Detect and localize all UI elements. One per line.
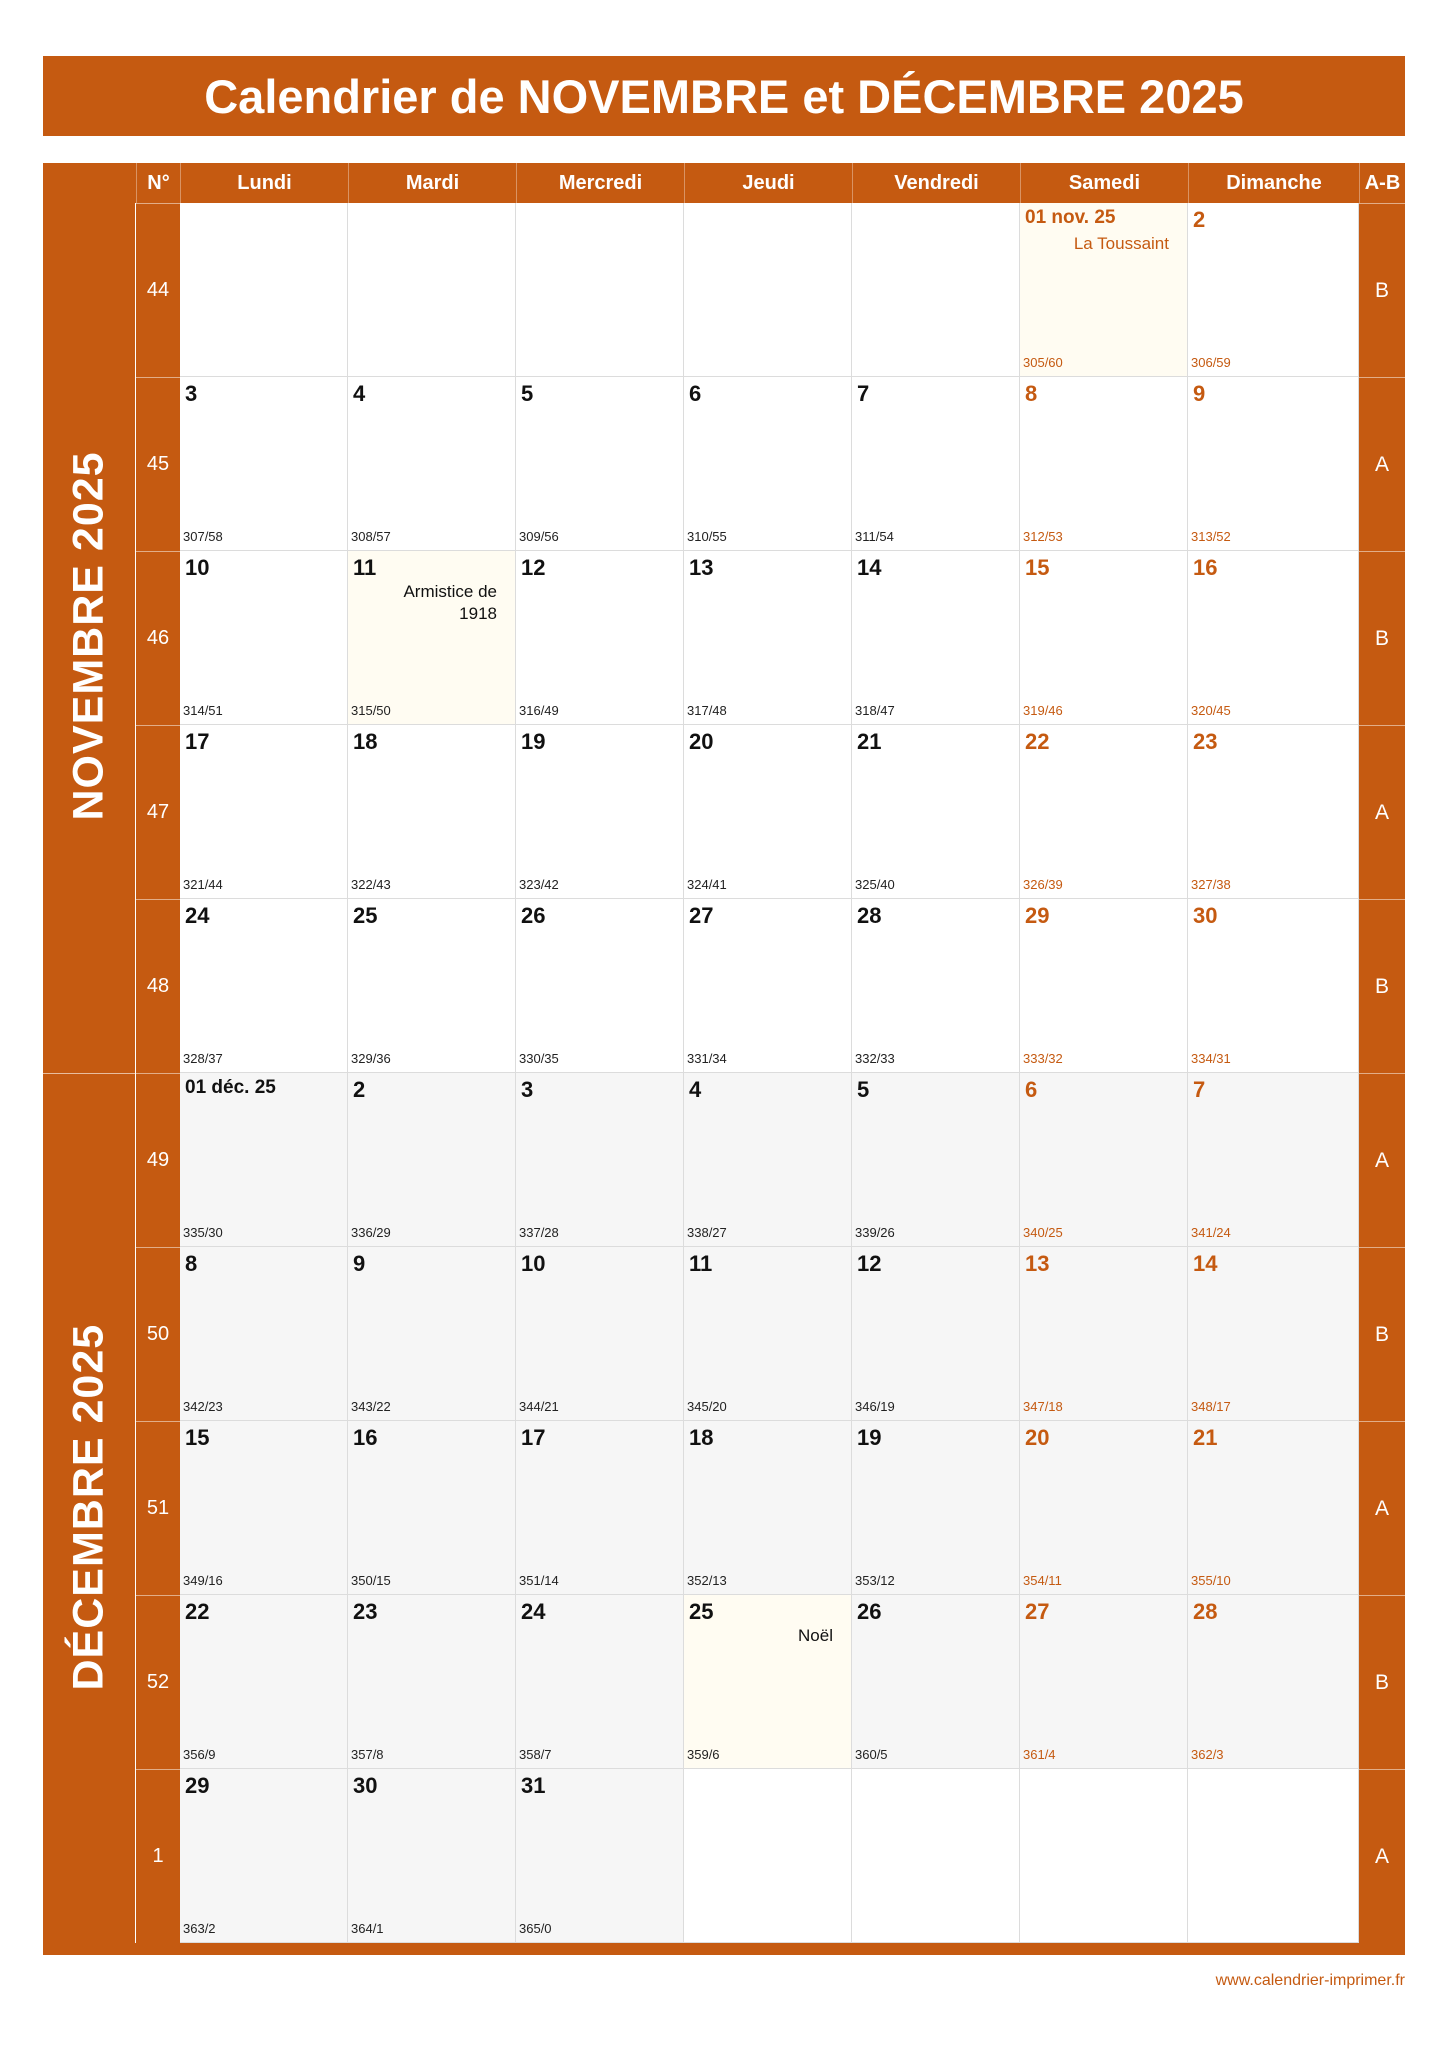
day-cell bbox=[1020, 899, 1188, 1073]
day-cell bbox=[1020, 1073, 1188, 1247]
day-cell bbox=[684, 551, 852, 725]
day-number: 10 bbox=[521, 1251, 546, 1276]
day-cell bbox=[516, 725, 684, 899]
day-of-year-count: 311/54 bbox=[855, 529, 894, 544]
day-of-year-count: 327/38 bbox=[1191, 877, 1231, 892]
day-number: 12 bbox=[857, 1251, 882, 1276]
day-number: 14 bbox=[1193, 1251, 1218, 1276]
day-cell bbox=[684, 1073, 852, 1247]
day-number: 15 bbox=[185, 1425, 210, 1450]
holiday-label: Noël bbox=[798, 1626, 833, 1645]
day-number: 13 bbox=[1025, 1251, 1050, 1276]
day-number: 25 bbox=[689, 1599, 714, 1624]
day-cell bbox=[180, 1595, 348, 1769]
day-cell bbox=[348, 1421, 516, 1595]
day-number: 21 bbox=[857, 729, 882, 754]
month-band-december bbox=[43, 1073, 135, 1943]
day-number: 23 bbox=[1193, 729, 1218, 754]
day-cell bbox=[180, 1073, 348, 1247]
day-cell bbox=[180, 1769, 348, 1943]
day-number: 4 bbox=[353, 381, 366, 406]
empty-day-cell bbox=[348, 203, 516, 377]
holiday-label: Armistice de 1918 bbox=[403, 582, 497, 623]
day-cell bbox=[516, 1421, 684, 1595]
week-number: 45 bbox=[136, 377, 180, 551]
header-week-number: N° bbox=[136, 163, 180, 203]
day-of-year-count: 319/46 bbox=[1023, 703, 1063, 718]
day-cell bbox=[516, 1073, 684, 1247]
day-of-year-count: 363/2 bbox=[183, 1921, 216, 1936]
day-cell bbox=[348, 377, 516, 551]
day-cell bbox=[1188, 1073, 1359, 1247]
day-number: 3 bbox=[521, 1077, 534, 1102]
day-number: 8 bbox=[1025, 381, 1038, 406]
day-cell bbox=[852, 1421, 1020, 1595]
day-number: 3 bbox=[185, 381, 198, 406]
day-cell bbox=[516, 1769, 684, 1943]
day-number: 28 bbox=[857, 903, 882, 928]
week-number: 48 bbox=[136, 899, 180, 1073]
week-number: 50 bbox=[136, 1247, 180, 1421]
week-number: 52 bbox=[136, 1595, 180, 1769]
day-number: 22 bbox=[1025, 729, 1050, 754]
day-cell bbox=[684, 1421, 852, 1595]
day-of-year-count: 308/57 bbox=[351, 529, 391, 544]
day-cell bbox=[852, 1595, 1020, 1769]
day-cell bbox=[348, 551, 516, 725]
day-number: 7 bbox=[1193, 1077, 1206, 1102]
day-number: 25 bbox=[353, 903, 378, 928]
day-number: 20 bbox=[689, 729, 714, 754]
day-number: 4 bbox=[689, 1077, 702, 1102]
week-ab-label: A bbox=[1359, 1073, 1405, 1247]
week-number: 46 bbox=[136, 551, 180, 725]
day-number: 01 déc. 25 bbox=[185, 1077, 276, 1098]
calendar-header bbox=[43, 163, 1405, 203]
day-number: 9 bbox=[353, 1251, 366, 1276]
week-number: 1 bbox=[136, 1769, 180, 1943]
day-of-year-count: 309/56 bbox=[519, 529, 559, 544]
day-of-year-count: 357/8 bbox=[351, 1747, 384, 1762]
day-of-year-count: 347/18 bbox=[1023, 1399, 1063, 1414]
day-number: 31 bbox=[521, 1773, 546, 1798]
day-of-year-count: 344/21 bbox=[519, 1399, 559, 1414]
week-ab-label: A bbox=[1359, 725, 1405, 899]
header-day-sunday: Dimanche bbox=[1188, 163, 1359, 203]
empty-day-cell bbox=[1188, 1769, 1359, 1943]
day-of-year-count: 348/17 bbox=[1191, 1399, 1231, 1414]
day-cell bbox=[1188, 1595, 1359, 1769]
day-cell bbox=[180, 1247, 348, 1421]
empty-day-cell bbox=[516, 203, 684, 377]
day-of-year-count: 336/29 bbox=[351, 1225, 391, 1240]
day-cell bbox=[852, 1247, 1020, 1421]
day-cell bbox=[516, 1595, 684, 1769]
day-cell bbox=[852, 377, 1020, 551]
day-of-year-count: 359/6 bbox=[687, 1747, 720, 1762]
day-number: 2 bbox=[353, 1077, 366, 1102]
header-day-thursday: Jeudi bbox=[684, 163, 852, 203]
day-number: 5 bbox=[521, 381, 534, 406]
header-day-saturday: Samedi bbox=[1020, 163, 1188, 203]
day-of-year-count: 350/15 bbox=[351, 1573, 391, 1588]
day-of-year-count: 331/34 bbox=[687, 1051, 727, 1066]
empty-day-cell bbox=[684, 203, 852, 377]
day-cell bbox=[180, 551, 348, 725]
day-cell bbox=[1188, 203, 1359, 377]
day-of-year-count: 332/33 bbox=[855, 1051, 895, 1066]
day-of-year-count: 343/22 bbox=[351, 1399, 391, 1414]
day-number: 6 bbox=[1025, 1077, 1038, 1102]
day-number: 14 bbox=[857, 555, 882, 580]
day-of-year-count: 338/27 bbox=[687, 1225, 727, 1240]
day-number: 8 bbox=[185, 1251, 198, 1276]
day-of-year-count: 351/14 bbox=[519, 1573, 559, 1588]
day-number: 13 bbox=[689, 555, 714, 580]
day-of-year-count: 364/1 bbox=[351, 1921, 384, 1936]
week-ab-label: B bbox=[1359, 203, 1405, 377]
day-of-year-count: 335/30 bbox=[183, 1225, 223, 1240]
day-cell bbox=[1020, 551, 1188, 725]
day-number: 28 bbox=[1193, 1599, 1218, 1624]
day-of-year-count: 315/50 bbox=[351, 703, 391, 718]
day-of-year-count: 341/24 bbox=[1191, 1225, 1231, 1240]
day-number: 16 bbox=[1193, 555, 1218, 580]
day-cell bbox=[516, 377, 684, 551]
day-cell bbox=[1188, 1247, 1359, 1421]
day-number: 23 bbox=[353, 1599, 378, 1624]
day-number: 01 nov. 25 bbox=[1025, 207, 1116, 228]
day-of-year-count: 337/28 bbox=[519, 1225, 559, 1240]
day-of-year-count: 365/0 bbox=[519, 1921, 552, 1936]
day-number: 6 bbox=[689, 381, 702, 406]
day-of-year-count: 333/32 bbox=[1023, 1051, 1063, 1066]
day-of-year-count: 318/47 bbox=[855, 703, 895, 718]
day-cell bbox=[684, 1247, 852, 1421]
day-of-year-count: 340/25 bbox=[1023, 1225, 1063, 1240]
header-ab: A-B bbox=[1359, 163, 1405, 203]
day-of-year-count: 326/39 bbox=[1023, 877, 1063, 892]
day-cell bbox=[852, 1073, 1020, 1247]
day-of-year-count: 310/55 bbox=[687, 529, 727, 544]
day-number: 17 bbox=[521, 1425, 546, 1450]
day-cell bbox=[180, 899, 348, 1073]
day-cell bbox=[684, 377, 852, 551]
day-number: 18 bbox=[353, 729, 378, 754]
day-of-year-count: 325/40 bbox=[855, 877, 895, 892]
day-of-year-count: 324/41 bbox=[687, 877, 727, 892]
day-number: 12 bbox=[521, 555, 546, 580]
day-cell bbox=[852, 551, 1020, 725]
week-ab-label: A bbox=[1359, 1421, 1405, 1595]
day-of-year-count: 345/20 bbox=[687, 1399, 727, 1414]
day-cell bbox=[852, 725, 1020, 899]
day-number: 9 bbox=[1193, 381, 1206, 406]
day-number: 10 bbox=[185, 555, 210, 580]
day-number: 29 bbox=[1025, 903, 1050, 928]
header-day-wednesday: Mercredi bbox=[516, 163, 684, 203]
day-of-year-count: 312/53 bbox=[1023, 529, 1063, 544]
week-number: 49 bbox=[136, 1073, 180, 1247]
day-number: 15 bbox=[1025, 555, 1050, 580]
day-of-year-count: 305/60 bbox=[1023, 355, 1063, 370]
header-day-tuesday: Mardi bbox=[348, 163, 516, 203]
day-of-year-count: 321/44 bbox=[183, 877, 223, 892]
day-number: 17 bbox=[185, 729, 210, 754]
day-cell bbox=[1188, 899, 1359, 1073]
day-cell bbox=[180, 1421, 348, 1595]
week-ab-label: A bbox=[1359, 377, 1405, 551]
holiday-label: La Toussaint bbox=[1073, 234, 1169, 253]
day-cell bbox=[1020, 1421, 1188, 1595]
day-cell bbox=[684, 1595, 852, 1769]
day-of-year-count: 346/19 bbox=[855, 1399, 895, 1414]
week-number: 47 bbox=[136, 725, 180, 899]
day-of-year-count: 306/59 bbox=[1191, 355, 1231, 370]
day-number: 19 bbox=[521, 729, 546, 754]
day-number: 30 bbox=[1193, 903, 1218, 928]
week-number: 51 bbox=[136, 1421, 180, 1595]
day-cell bbox=[348, 1595, 516, 1769]
day-of-year-count: 329/36 bbox=[351, 1051, 391, 1066]
footer-website-link[interactable]: www.calendrier-imprimer.fr bbox=[1215, 1972, 1405, 1989]
week-ab-label: B bbox=[1359, 899, 1405, 1073]
day-number: 2 bbox=[1193, 207, 1206, 232]
month-label-december: DÉCEMBRE 2025 bbox=[64, 1323, 113, 1691]
empty-day-cell bbox=[852, 1769, 1020, 1943]
day-cell bbox=[516, 1247, 684, 1421]
day-cell bbox=[684, 899, 852, 1073]
empty-day-cell bbox=[852, 203, 1020, 377]
day-of-year-count: 360/5 bbox=[855, 1747, 888, 1762]
day-of-year-count: 352/13 bbox=[687, 1573, 727, 1588]
day-of-year-count: 317/48 bbox=[687, 703, 727, 718]
day-number: 24 bbox=[521, 1599, 546, 1624]
day-number: 11 bbox=[689, 1251, 713, 1276]
day-number: 24 bbox=[185, 903, 210, 928]
day-number: 5 bbox=[857, 1077, 870, 1102]
day-cell bbox=[348, 1769, 516, 1943]
week-ab-label: B bbox=[1359, 1595, 1405, 1769]
day-number: 30 bbox=[353, 1773, 378, 1798]
day-number: 19 bbox=[857, 1425, 882, 1450]
day-of-year-count: 354/11 bbox=[1023, 1573, 1062, 1588]
day-cell bbox=[1020, 1247, 1188, 1421]
day-cell bbox=[348, 725, 516, 899]
day-number: 27 bbox=[1025, 1599, 1050, 1624]
day-number: 26 bbox=[521, 903, 546, 928]
month-band-november bbox=[43, 203, 135, 1073]
day-of-year-count: 322/43 bbox=[351, 877, 391, 892]
day-of-year-count: 349/16 bbox=[183, 1573, 223, 1588]
day-cell bbox=[1188, 725, 1359, 899]
week-ab-label: B bbox=[1359, 1247, 1405, 1421]
day-of-year-count: 358/7 bbox=[519, 1747, 552, 1762]
header-day-friday: Vendredi bbox=[852, 163, 1020, 203]
day-number: 18 bbox=[689, 1425, 714, 1450]
day-of-year-count: 356/9 bbox=[183, 1747, 216, 1762]
day-of-year-count: 314/51 bbox=[183, 703, 223, 718]
day-cell bbox=[516, 551, 684, 725]
empty-day-cell bbox=[180, 203, 348, 377]
day-number: 27 bbox=[689, 903, 714, 928]
day-cell bbox=[1020, 1595, 1188, 1769]
day-cell bbox=[1188, 377, 1359, 551]
day-of-year-count: 330/35 bbox=[519, 1051, 559, 1066]
day-cell bbox=[1020, 725, 1188, 899]
day-cell bbox=[852, 899, 1020, 1073]
day-cell bbox=[1188, 1421, 1359, 1595]
day-number: 7 bbox=[857, 381, 870, 406]
day-cell bbox=[348, 1247, 516, 1421]
day-cell bbox=[1020, 377, 1188, 551]
day-of-year-count: 316/49 bbox=[519, 703, 559, 718]
day-cell bbox=[684, 725, 852, 899]
day-number: 11 bbox=[353, 555, 377, 580]
day-number: 22 bbox=[185, 1599, 210, 1624]
empty-day-cell bbox=[684, 1769, 852, 1943]
day-of-year-count: 339/26 bbox=[855, 1225, 895, 1240]
day-number: 16 bbox=[353, 1425, 378, 1450]
day-cell bbox=[1188, 551, 1359, 725]
day-cell bbox=[1020, 203, 1188, 377]
day-number: 20 bbox=[1025, 1425, 1050, 1450]
day-cell bbox=[516, 899, 684, 1073]
day-number: 29 bbox=[185, 1773, 210, 1798]
day-number: 21 bbox=[1193, 1425, 1218, 1450]
day-cell bbox=[348, 1073, 516, 1247]
day-cell bbox=[180, 377, 348, 551]
week-ab-label: A bbox=[1359, 1769, 1405, 1943]
day-of-year-count: 328/37 bbox=[183, 1051, 223, 1066]
empty-day-cell bbox=[1020, 1769, 1188, 1943]
week-ab-label: B bbox=[1359, 551, 1405, 725]
day-of-year-count: 342/23 bbox=[183, 1399, 223, 1414]
page-title: Calendrier de NOVEMBRE et DÉCEMBRE 2025 bbox=[43, 56, 1405, 136]
header-day-monday: Lundi bbox=[180, 163, 348, 203]
day-of-year-count: 361/4 bbox=[1023, 1747, 1056, 1762]
day-of-year-count: 334/31 bbox=[1191, 1051, 1231, 1066]
day-cell bbox=[180, 725, 348, 899]
day-of-year-count: 307/58 bbox=[183, 529, 223, 544]
day-of-year-count: 323/42 bbox=[519, 877, 559, 892]
day-of-year-count: 362/3 bbox=[1191, 1747, 1224, 1762]
week-number: 44 bbox=[136, 203, 180, 377]
day-of-year-count: 320/45 bbox=[1191, 703, 1231, 718]
day-of-year-count: 355/10 bbox=[1191, 1573, 1231, 1588]
day-of-year-count: 353/12 bbox=[855, 1573, 895, 1588]
day-number: 26 bbox=[857, 1599, 882, 1624]
day-cell bbox=[348, 899, 516, 1073]
month-label-november: NOVEMBRE 2025 bbox=[64, 451, 113, 821]
day-of-year-count: 313/52 bbox=[1191, 529, 1231, 544]
footer-bar bbox=[43, 1943, 1405, 1955]
